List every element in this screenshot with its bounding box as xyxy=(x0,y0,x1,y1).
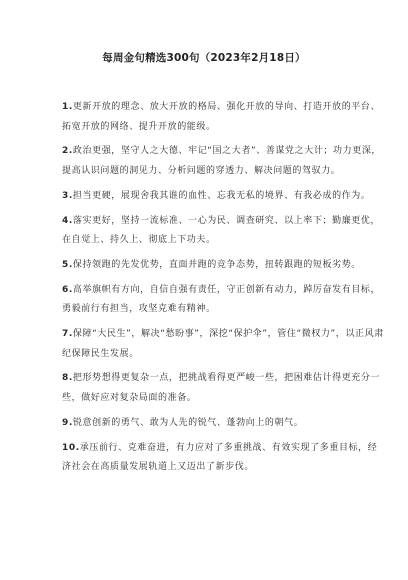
quote-number: 7. xyxy=(62,329,73,340)
quote-item xyxy=(62,187,384,207)
quote-text: 高举旗帜有方向，自信自强有责任，守正创新有动力，踔厉奋发有目标，勇毅前行有担当，攻坚克难有精神。 xyxy=(62,284,381,315)
quote-item xyxy=(62,256,384,276)
quote-number: 6. xyxy=(62,284,73,295)
quote-item xyxy=(62,439,384,478)
quote-list xyxy=(62,98,384,483)
quote-item xyxy=(62,142,384,181)
quote-number: 10. xyxy=(62,442,80,453)
document-title: 每周金句精选300句（2023年2月18日） xyxy=(102,52,306,64)
quote-item xyxy=(62,98,384,137)
quote-number: 2. xyxy=(62,146,73,157)
quote-text: 锐意创新的勇气、敢为人先的锐气、蓬勃向上的朝气。 xyxy=(72,417,304,428)
quote-item xyxy=(62,325,384,364)
quote-text: 政治更强，坚守人之大德、牢记“国之大者”、善谋党之大计；功力更深，提高认识问题的洞见力、分析问题的穿透力、解决问题的驾驭力。 xyxy=(62,146,382,176)
quote-number: 1. xyxy=(62,102,73,112)
quote-item xyxy=(62,281,384,320)
quote-item xyxy=(62,414,384,434)
quote-text: 把形势想得更复杂一点，把挑战看得更严峻一些，把困难估计得更充分一些，做好应对复杂局面的准备。 xyxy=(62,373,381,404)
quote-text: 落实更好，坚持一流标准、一心为民、调查研究、以上率下；勤廉更优，在自觉上、持久上、彻底上下功夫。 xyxy=(62,215,381,246)
quote-text: 承压前行、克难奋进，有力应对了多重挑战、有效实现了多重目标，经济社会在高质量发展轨道上又迈出了新步伐。 xyxy=(62,442,378,473)
quote-item xyxy=(62,212,384,251)
quote-number: 8. xyxy=(62,373,73,384)
quote-item xyxy=(62,369,384,408)
quote-text: 担当更硬，展现舍我其谁的血性、忘我无私的境界、有我必成的作为。 xyxy=(72,190,371,201)
quote-number: 4. xyxy=(62,215,73,226)
quote-number: 3. xyxy=(62,190,73,201)
quote-text: 更新开放的理念、放大开放的格局、强化开放的导向、打造开放的平台、拓宽开放的网络、提升开放的能级。 xyxy=(62,102,381,132)
quote-number: 5. xyxy=(62,259,73,270)
quote-text: 保障“大民生”，解决“愁盼事”，深挖“保护伞”，管住“微权力”，以正风肃纪保障民生发展。 xyxy=(62,329,384,359)
quote-text: 保持领跑的先发优势，直面并跑的竞争态势，扭转跟跑的短板劣势。 xyxy=(72,259,361,270)
quote-number: 9. xyxy=(62,417,73,428)
